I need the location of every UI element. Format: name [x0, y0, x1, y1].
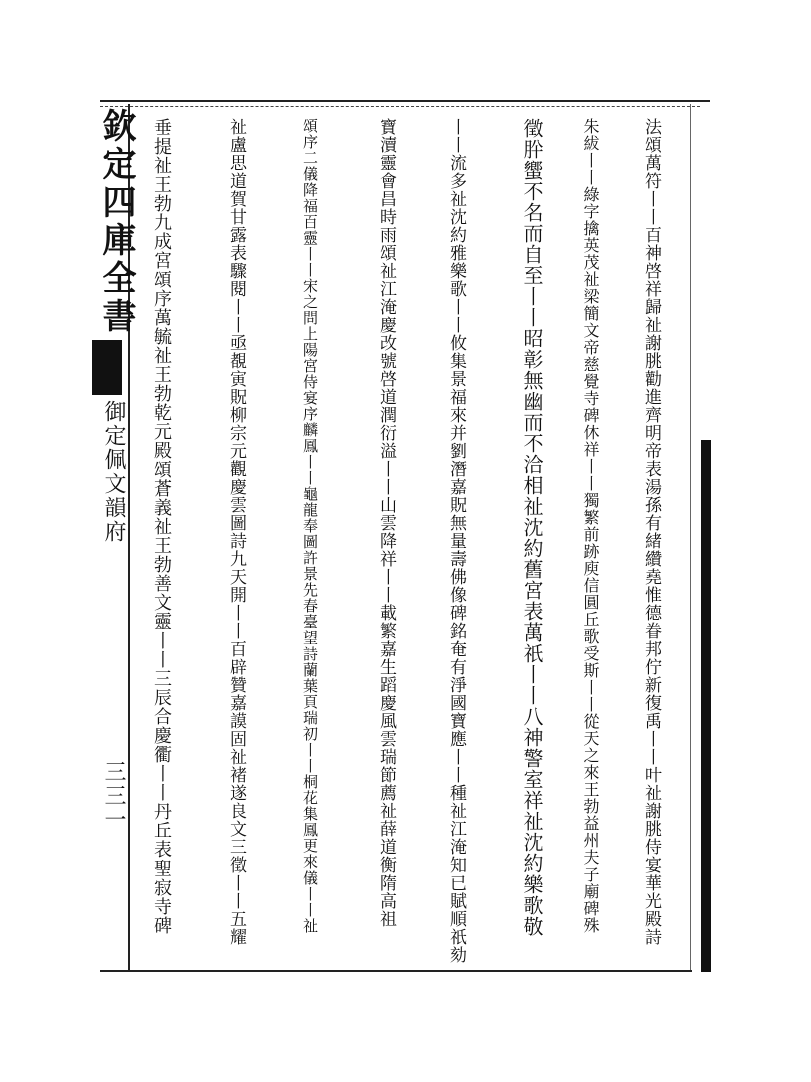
text-column-6: 頌序二儀降福百靈丨丨宋之問上陽宮侍宴序麟鳳丨丨龜龍奉圖許景先春臺望詩蘭葉頁瑞初丨丨桐花集鳳更來儀丨丨祉: [301, 118, 319, 934]
page-number: 三三一: [101, 760, 126, 832]
top-border-dashed: [100, 106, 700, 107]
fishtail-mark: [92, 340, 122, 395]
book-title: 欽定四庫全書: [96, 108, 136, 336]
bottom-border: [100, 970, 692, 972]
text-column-7: 祉盧思道賀甘露表驟閱丨丨亟覩寅貺柳宗元觀慶雲圖詩九天開丨丨百辟贊嘉謨固祉褚遂良文三徵丨丨五耀: [226, 118, 246, 946]
section-title: 御定佩文韻府: [101, 400, 126, 544]
text-column-4: 丨丨流多祉沈約雅樂歌丨丨攸集景福來并劉潛嘉貺無量壽佛像碑銘奄有淨國寶應丨丨種祉江淹知已賦順祇劾: [446, 118, 466, 964]
right-margin-rule: [690, 104, 691, 970]
text-column-2: 朱紱丨丨綠字擒英茂祉梁簡文帝慈覺寺碑休祥丨丨獨繁前跡庾信圓丘歌受斯丨丨從天之來王勃益州夫子廟碑殊: [581, 118, 600, 934]
text-column-3: 徵肸蠁不名而自至丨丨昭彰無幽而不洽相祉沈約舊宮表萬祇丨丨八神警室祥祉沈約樂歌敬: [520, 118, 544, 937]
top-border: [100, 100, 710, 102]
text-column-1: 法頌萬符丨丨百神啓祥歸祉謝朓勸進齊明帝表湯孫有緒纘堯惟德眷邦佇新復禹丨丨叶祉謝朓侍宴華光殿詩: [641, 118, 661, 946]
text-column-5: 寶瀆靈會昌時雨頌祉江淹慶改號啓道潤衍溢丨丨山雲降祥丨丨載繁嘉生蹈慶風雲瑞節薦祉薛道衡隋高祖: [376, 118, 396, 928]
right-edge-bar: [701, 440, 711, 972]
text-column-8: 垂提祉王勃九成宮頌序萬毓祉王勃乾元殿頌蒼義祉王勃善文靈丨丨三辰合慶衢丨丨丹丘表聖寂寺碑: [151, 118, 172, 935]
